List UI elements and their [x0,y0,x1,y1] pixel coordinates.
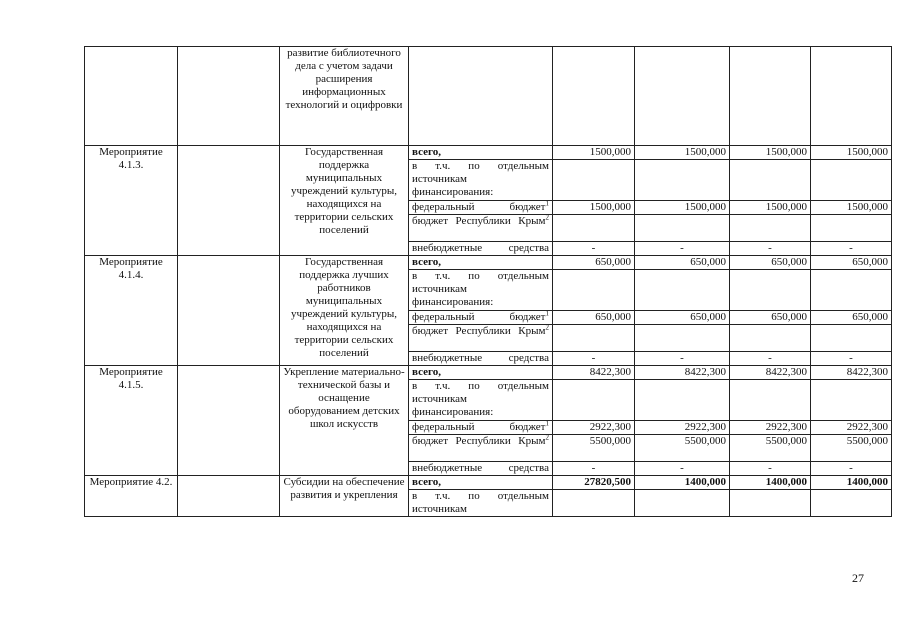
amount-cell: - [553,352,635,366]
table-body [85,47,892,517]
amount-cell: 1500,000 [553,201,635,215]
amount-cell [730,380,811,421]
measure-name-cell: Государственная поддержка лучших работников муниципальных учреждений культуры, находящихся на территории сельских поселений [280,256,409,366]
funding-source-cell [409,146,553,160]
funding-source-cell [409,352,553,366]
table-row [85,256,892,270]
intro-row [85,47,892,146]
funding-source-cell [409,256,553,270]
intro-value-cell [811,47,892,146]
amount-cell [730,160,811,201]
funding-source-label: бюджет Республики Крым [412,435,546,447]
funding-source-label: внебюджетные средства [412,462,549,474]
measure-executor-cell [178,256,280,366]
amount-cell: 2922,300 [553,421,635,435]
amount-cell: 650,000 [730,256,811,270]
amount-cell: 650,000 [635,256,730,270]
intro-executor-cell [178,47,280,146]
amount-cell: - [635,242,730,256]
amount-cell: 8422,300 [553,366,635,380]
page-number: 27 [852,571,864,585]
table-row [85,476,892,490]
amount-cell: 1500,000 [553,146,635,160]
footnote-marker: 2 [545,324,549,332]
funding-source-label: федеральный бюджет [412,421,546,433]
intro-source-cell [409,47,553,146]
funding-source-cell [409,242,553,256]
amount-cell [730,270,811,311]
amount-cell [635,380,730,421]
funding-source-label: бюджет Республики Крым [412,215,546,227]
funding-source-cell [409,380,553,421]
intro-name-cell: развитие библиотечного дела с учетом задачи расширения информационных технологий и оцифровки [280,47,409,146]
amount-cell: 5500,000 [730,435,811,462]
funding-source-cell [409,201,553,215]
funding-source-label: бюджет Республики Крым [412,325,546,337]
funding-source-label: всего, [412,366,441,378]
amount-cell: 650,000 [635,311,730,325]
intro-value-cell [730,47,811,146]
funding-source-label: всего, [412,476,441,488]
measure-name-cell: Субсидии на обеспечение развития и укрепления [280,476,409,517]
amount-cell: 1500,000 [730,146,811,160]
amount-cell [553,380,635,421]
footnote-marker: 2 [545,434,549,442]
amount-cell [635,160,730,201]
amount-cell: - [635,352,730,366]
funding-source-label: в т.ч. по отдельным источникам финансирования: [412,380,549,418]
amount-cell [811,325,892,352]
table-row [85,146,892,160]
funding-source-label: федеральный бюджет [412,311,546,323]
measure-executor-cell [178,146,280,256]
footnote-marker: 1 [545,310,549,318]
amount-cell: 1400,000 [730,476,811,490]
measure-code-cell: Мероприятие 4.1.5. [85,366,178,476]
measure-name-cell: Укрепление материально-технической базы и оснащение оборудованием детских школ искусств [280,366,409,476]
measure-executor-cell [178,476,280,517]
amount-cell [811,160,892,201]
amount-cell: 2922,300 [635,421,730,435]
amount-cell [635,325,730,352]
amount-cell: 27820,500 [553,476,635,490]
amount-cell: 8422,300 [811,366,892,380]
amount-cell [635,490,730,517]
funding-source-cell [409,270,553,311]
funding-source-label: в т.ч. по отдельным источникам финансирования: [412,270,549,308]
amount-cell: 1400,000 [811,476,892,490]
amount-cell: 8422,300 [635,366,730,380]
amount-cell: 5500,000 [811,435,892,462]
amount-cell: 1500,000 [730,201,811,215]
amount-cell: - [635,462,730,476]
funding-source-label: внебюджетные средства [412,242,549,254]
funding-source-cell [409,490,553,517]
amount-cell [811,380,892,421]
funding-source-label: всего, [412,146,441,158]
amount-cell [811,215,892,242]
amount-cell: 1500,000 [811,146,892,160]
measure-code-cell: Мероприятие 4.1.4. [85,256,178,366]
measure-code-cell: Мероприятие 4.1.3. [85,146,178,256]
intro-code-cell [85,47,178,146]
measure-executor-cell [178,366,280,476]
measure-name-cell: Государственная поддержка муниципальных учреждений культуры, находящихся на территории сельских поселений [280,146,409,256]
funding-source-cell [409,325,553,352]
amount-cell: - [730,462,811,476]
amount-cell [553,325,635,352]
intro-value-cell [635,47,730,146]
amount-cell: 5500,000 [553,435,635,462]
funding-source-cell [409,462,553,476]
funding-source-label: в т.ч. по отдельным источникам финансирования: [412,160,549,198]
amount-cell: 5500,000 [635,435,730,462]
amount-cell [635,215,730,242]
amount-cell: - [730,352,811,366]
funding-source-cell [409,476,553,490]
amount-cell: - [811,462,892,476]
amount-cell [730,215,811,242]
amount-cell: 1500,000 [811,201,892,215]
amount-cell: 8422,300 [730,366,811,380]
funding-source-cell [409,435,553,462]
amount-cell: 1400,000 [635,476,730,490]
funding-source-label: всего, [412,256,441,268]
amount-cell: 1500,000 [635,146,730,160]
funding-source-cell [409,160,553,201]
amount-cell: - [811,242,892,256]
amount-cell [635,270,730,311]
amount-cell: 2922,300 [811,421,892,435]
funding-source-label: в т.ч. по отдельным источникам [412,490,549,515]
amount-cell: 650,000 [730,311,811,325]
funding-source-label: внебюджетные средства [412,352,549,364]
amount-cell [811,490,892,517]
amount-cell: 2922,300 [730,421,811,435]
table-row [85,366,892,380]
amount-cell: 650,000 [553,256,635,270]
amount-cell: - [811,352,892,366]
amount-cell: 650,000 [811,311,892,325]
footnote-marker: 1 [545,200,549,208]
amount-cell [730,325,811,352]
footnote-marker: 1 [545,420,549,428]
funding-source-cell [409,421,553,435]
funding-source-cell [409,311,553,325]
amount-cell [553,160,635,201]
amount-cell [553,270,635,311]
funding-source-cell [409,215,553,242]
measure-code-cell: Мероприятие 4.2. [85,476,178,517]
funding-source-cell [409,366,553,380]
amount-cell [730,490,811,517]
amount-cell: - [730,242,811,256]
amount-cell [553,215,635,242]
amount-cell [553,490,635,517]
footnote-marker: 2 [545,214,549,222]
budget-table [84,46,892,517]
intro-value-cell [553,47,635,146]
amount-cell [811,270,892,311]
amount-cell: 1500,000 [635,201,730,215]
amount-cell: 650,000 [553,311,635,325]
amount-cell: - [553,462,635,476]
funding-source-label: федеральный бюджет [412,201,546,213]
amount-cell: 650,000 [811,256,892,270]
amount-cell: - [553,242,635,256]
